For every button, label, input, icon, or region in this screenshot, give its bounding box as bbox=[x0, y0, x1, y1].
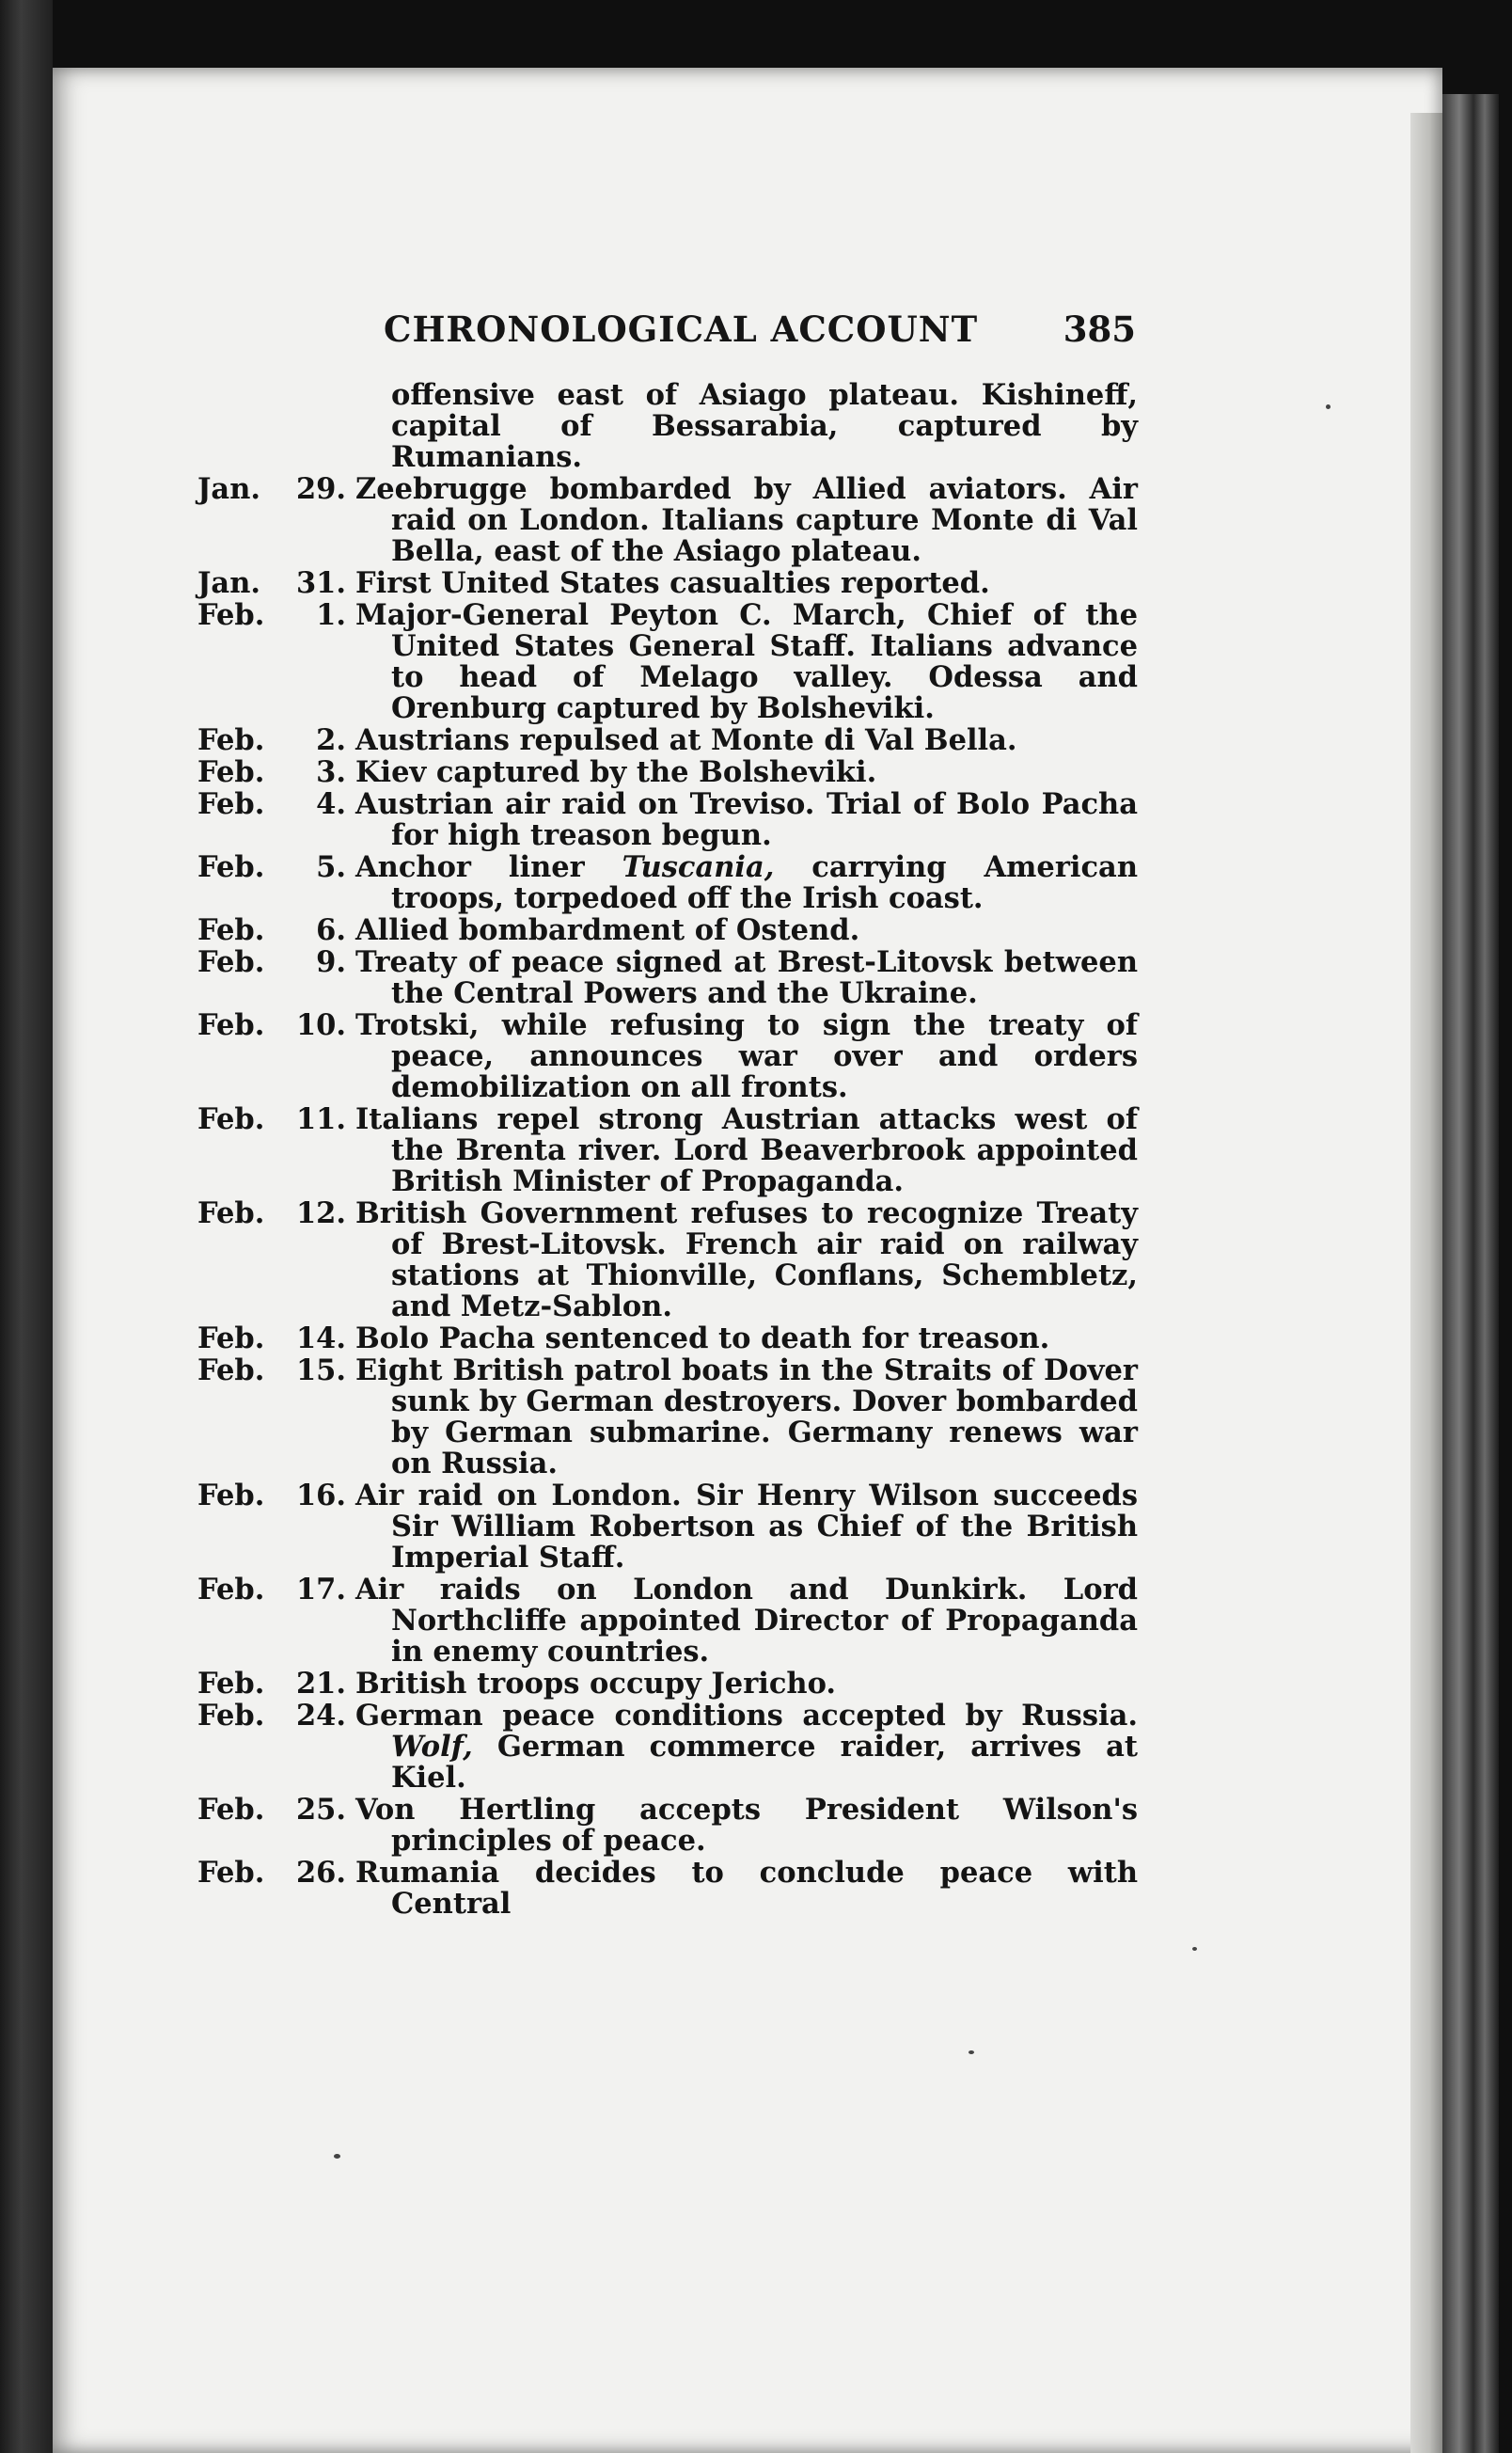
entry-text: Bolo Pacha sentenced to death for treason. bbox=[355, 1321, 1050, 1355]
entry-date bbox=[197, 1795, 355, 1857]
chronology-entry bbox=[197, 1480, 1138, 1574]
entry-text: Austrians repulsed at Monte di Val Bella. bbox=[355, 723, 1017, 757]
entry-text: Rumania decides to conclude peace with Central bbox=[355, 1856, 1138, 1921]
chronology-entry bbox=[197, 1355, 1138, 1480]
entry-day: 25. bbox=[295, 1793, 346, 1827]
dust-speck bbox=[969, 2050, 974, 2054]
entry-text: First United States casualties reported. bbox=[355, 566, 990, 600]
entry-text: Italians repel strong Austrian attacks west of the Brenta river. Lord Beaverbrook appointed British Minister of Propaganda. bbox=[355, 1102, 1138, 1198]
chronology-entry bbox=[197, 1323, 1138, 1354]
entry-date bbox=[197, 1010, 355, 1103]
book-spine-edge bbox=[0, 0, 53, 2453]
entry-day: 29. bbox=[295, 472, 346, 506]
entry-month: Feb. bbox=[197, 723, 265, 757]
entry-date bbox=[197, 474, 355, 567]
chronology-entries bbox=[197, 380, 1138, 1921]
entry-text: offensive east of Asiago plateau. Kishineff, capital of Bessarabia, captured by Rumanians. bbox=[391, 378, 1138, 474]
entry-month: Feb. bbox=[197, 755, 265, 789]
entry-text-part: Anchor liner bbox=[355, 850, 622, 884]
entry-text: Von Hertling accepts President Wilson's principles of peace. bbox=[355, 1793, 1138, 1858]
entry-text: Eight British patrol boats in the Straits of Dover sunk by German destroyers. Dover bombarded by German submarine. Germany renews war on Russia. bbox=[355, 1353, 1138, 1480]
chronology-entry bbox=[197, 1858, 1138, 1920]
chronology-entry bbox=[197, 1010, 1138, 1103]
entry-text: Treaty of peace signed at Brest-Litovsk between the Central Powers and the Ukraine. bbox=[355, 945, 1138, 1010]
entry-month: Feb. bbox=[197, 1856, 265, 1890]
chronology-entry bbox=[197, 725, 1138, 756]
running-header-title: CHRONOLOGICAL ACCOUNT bbox=[384, 309, 979, 350]
page-stack-edge bbox=[1442, 94, 1499, 2453]
entry-text: British troops occupy Jericho. bbox=[355, 1667, 837, 1701]
entry-date bbox=[197, 1480, 355, 1574]
entry-text: Austrian air raid on Treviso. Trial of Bolo Pacha for high treason begun. bbox=[355, 787, 1138, 852]
chronology-entry bbox=[197, 947, 1138, 1009]
entry-day: 15. bbox=[295, 1353, 346, 1387]
entry-month: Feb. bbox=[197, 913, 265, 947]
entry-text: Kiev captured by the Bolsheviki. bbox=[355, 755, 877, 789]
entry-text-italic: Tuscania, bbox=[622, 850, 775, 884]
chronology-entry bbox=[197, 1575, 1138, 1668]
entry-month: Jan. bbox=[197, 566, 260, 600]
entry-day: 6. bbox=[316, 913, 346, 947]
entry-date bbox=[197, 1575, 355, 1668]
entry-date bbox=[197, 380, 355, 473]
chronology-entry bbox=[197, 915, 1138, 946]
entry-text: Trotski, while refusing to sign the treaty of peace, announces war over and orders demobilization on all fronts. bbox=[355, 1008, 1138, 1104]
chronology-entry bbox=[197, 757, 1138, 788]
entry-date bbox=[197, 568, 355, 599]
entry-date bbox=[197, 757, 355, 788]
page-number: 385 bbox=[1063, 309, 1136, 350]
entry-month: Feb. bbox=[197, 850, 265, 884]
entry-day: 4. bbox=[316, 787, 346, 821]
entry-text: Zeebrugge bombarded by Allied aviators. Air raid on London. Italians capture Monte di Val Bella, east of the Asiago plateau. bbox=[355, 472, 1138, 568]
chronology-entry bbox=[197, 1795, 1138, 1857]
entry-day: 12. bbox=[295, 1196, 346, 1230]
entry-text-part: German commerce raider, arrives at Kiel. bbox=[391, 1730, 1138, 1795]
entry-date bbox=[197, 1198, 355, 1322]
entry-month: Feb. bbox=[197, 1196, 265, 1230]
chronology-entry bbox=[197, 1104, 1138, 1197]
chronology-entry bbox=[197, 1669, 1138, 1700]
entry-date bbox=[197, 725, 355, 756]
entry-date bbox=[197, 1355, 355, 1480]
entry-day: 5. bbox=[316, 850, 346, 884]
entry-month: Feb. bbox=[197, 1573, 265, 1606]
chronology-entry bbox=[197, 474, 1138, 567]
entry-day: 26. bbox=[295, 1856, 346, 1890]
entry-text: Air raid on London. Sir Henry Wilson succeeds Sir William Robertson as Chief of the British Imperial Staff. bbox=[355, 1479, 1138, 1575]
chronology-entry bbox=[197, 1198, 1138, 1322]
chronology-entry bbox=[197, 1701, 1138, 1794]
entry-date bbox=[197, 1323, 355, 1354]
entry-text-part: carrying American troops, torpedoed off the Irish coast. bbox=[391, 850, 1138, 915]
entry-text: Air raids on London and Dunkirk. Lord Northcliffe appointed Director of Propaganda in enemy countries. bbox=[355, 1573, 1138, 1669]
entry-day: 3. bbox=[316, 755, 346, 789]
entry-month: Feb. bbox=[197, 1667, 265, 1701]
entry-month: Jan. bbox=[197, 472, 260, 506]
entry-date bbox=[197, 852, 355, 914]
entry-text bbox=[355, 1701, 1138, 1794]
entry-date bbox=[197, 789, 355, 851]
entry-day: 2. bbox=[316, 723, 346, 757]
entry-month: Feb. bbox=[197, 1008, 265, 1042]
entry-day: 9. bbox=[316, 945, 346, 979]
entry-month: Feb. bbox=[197, 1699, 265, 1733]
chronology-entry bbox=[197, 568, 1138, 599]
entry-text: Allied bombardment of Ostend. bbox=[355, 913, 860, 947]
entry-date bbox=[197, 915, 355, 946]
entry-month: Feb. bbox=[197, 1793, 265, 1827]
entry-text bbox=[355, 852, 1138, 914]
entry-day: 11. bbox=[295, 1102, 346, 1136]
dust-speck bbox=[1192, 1947, 1197, 1951]
entry-date bbox=[197, 1858, 355, 1920]
entry-day: 21. bbox=[295, 1667, 346, 1701]
chronology-entry bbox=[197, 789, 1138, 851]
entry-month: Feb. bbox=[197, 787, 265, 821]
page-fore-edge bbox=[1410, 113, 1442, 2453]
dust-speck bbox=[1326, 404, 1331, 409]
chronology-entry bbox=[197, 852, 1138, 914]
entry-day: 24. bbox=[295, 1699, 346, 1733]
entry-date bbox=[197, 1701, 355, 1794]
entry-month: Feb. bbox=[197, 1353, 265, 1387]
entry-month: Feb. bbox=[197, 1102, 265, 1136]
entry-date bbox=[197, 600, 355, 724]
entry-month: Feb. bbox=[197, 1479, 265, 1512]
entry-day: 17. bbox=[295, 1573, 346, 1606]
entry-text-part: German peace conditions accepted by Russia. bbox=[355, 1699, 1138, 1733]
chronology-entry bbox=[197, 380, 1138, 473]
entry-day: 1. bbox=[316, 598, 346, 632]
entry-month: Feb. bbox=[197, 945, 265, 979]
entry-text: British Government refuses to recognize Treaty of Brest-Litovsk. French air raid on railway stations at Thionville, Conflans, Schembletz, and Metz-Sablon. bbox=[355, 1196, 1138, 1323]
running-header bbox=[384, 309, 1136, 356]
entry-day: 14. bbox=[295, 1321, 346, 1355]
entry-date bbox=[197, 1104, 355, 1197]
entry-text: Major-General Peyton C. March, Chief of the United States General Staff. Italians advance to head of Melago valley. Odessa and Orenburg captured by Bolsheviki. bbox=[355, 598, 1138, 725]
entry-month: Feb. bbox=[197, 598, 265, 632]
chronology-entry bbox=[197, 600, 1138, 724]
entry-text-italic: Wolf, bbox=[391, 1730, 473, 1764]
entry-date bbox=[197, 1669, 355, 1700]
entry-month: Feb. bbox=[197, 1321, 265, 1355]
entry-day: 31. bbox=[295, 566, 346, 600]
entry-day: 16. bbox=[295, 1479, 346, 1512]
entry-day: 10. bbox=[295, 1008, 346, 1042]
dust-speck bbox=[334, 2154, 340, 2159]
entry-date bbox=[197, 947, 355, 1009]
